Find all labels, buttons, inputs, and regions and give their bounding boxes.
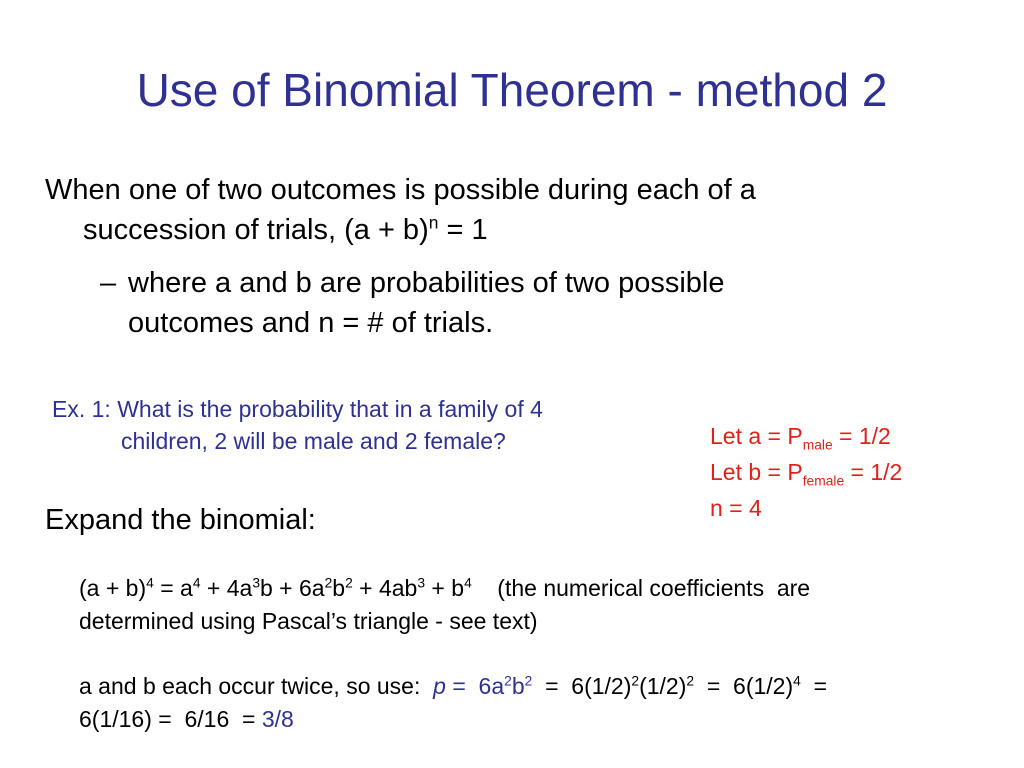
eq-part: b + 6a bbox=[260, 575, 325, 601]
let-b-value: = 1/2 bbox=[844, 459, 903, 485]
eq-part: = a bbox=[153, 575, 193, 601]
let-a bbox=[710, 418, 1010, 454]
eq-exp: 4 bbox=[464, 575, 472, 591]
calc-step: = 6(1/2) bbox=[532, 673, 632, 699]
eq-exp: 2 bbox=[345, 575, 353, 591]
main-bullet-line2-end: = 1 bbox=[438, 214, 488, 246]
eq-note: (the numerical coefficients are bbox=[471, 575, 811, 601]
pascal-note-line: determined using Pascal’s triangle - see text) bbox=[79, 608, 538, 634]
let-a-subscript: male bbox=[802, 437, 833, 453]
example-line2: children, 2 will be male and 2 female? bbox=[121, 428, 506, 454]
calc-step: = bbox=[800, 673, 828, 699]
result-text: 6(1/16) = 6/16 = bbox=[79, 706, 262, 732]
let-a-text: Let a = P bbox=[710, 423, 803, 449]
eq-part: + b bbox=[425, 575, 465, 601]
let-n: n = 4 bbox=[710, 495, 762, 521]
slide-title: Use of Binomial Theorem - method 2 bbox=[136, 64, 888, 116]
example-line1: Ex. 1: What is the probability that in a family of 4 bbox=[52, 396, 543, 422]
eq-exp: 4 bbox=[146, 575, 154, 591]
dash-marker: – bbox=[100, 267, 117, 299]
sub-bullet-line2: outcomes and n = # of trials. bbox=[128, 307, 494, 339]
eq-exp: 2 bbox=[324, 575, 333, 591]
equation-block bbox=[79, 572, 1014, 736]
spacer bbox=[79, 638, 1014, 670]
let-b bbox=[710, 454, 1010, 490]
eq-exp: 4 bbox=[192, 575, 201, 591]
let-b-text: Let b = P bbox=[710, 459, 803, 485]
p-exp: 2 bbox=[524, 673, 533, 689]
p-symbol: p bbox=[433, 673, 446, 699]
probability-result-line bbox=[79, 703, 1014, 736]
calc-exp: 2 bbox=[686, 673, 695, 689]
main-bullet-line2 bbox=[45, 210, 945, 250]
eq-part: (a + b) bbox=[79, 575, 147, 601]
eq-exp: 3 bbox=[417, 575, 426, 591]
calc-exp: 4 bbox=[793, 673, 801, 689]
exponent-n: n bbox=[428, 212, 439, 233]
binomial-expansion-line bbox=[79, 572, 1014, 605]
let-a-value: = 1/2 bbox=[832, 423, 891, 449]
p-exp: 2 bbox=[504, 673, 512, 689]
sub-bullet-line1: where a and b are probabilities of two possible bbox=[128, 267, 725, 299]
p-eq: = 6a bbox=[445, 673, 505, 699]
main-bullet bbox=[45, 170, 945, 250]
calc-exp: 2 bbox=[631, 673, 640, 689]
calc-text: a and b each occur twice, so use: bbox=[79, 673, 434, 699]
p-b: b bbox=[511, 673, 525, 699]
eq-part: + 4ab bbox=[352, 575, 418, 601]
main-bullet-line2-text: succession of trials, (a + b) bbox=[83, 214, 429, 246]
probability-calc-line bbox=[79, 670, 1014, 703]
answer-value: 3/8 bbox=[261, 706, 294, 732]
eq-part: b bbox=[332, 575, 346, 601]
eq-exp: 3 bbox=[252, 575, 260, 591]
example-question bbox=[52, 393, 692, 457]
sub-bullet bbox=[100, 263, 920, 343]
calc-step: = 6(1/2) bbox=[694, 673, 794, 699]
calc-step: (1/2) bbox=[639, 673, 687, 699]
let-b-subscript: female bbox=[802, 473, 845, 489]
expand-heading: Expand the binomial: bbox=[45, 504, 316, 536]
main-bullet-line1: When one of two outcomes is possible during each of a bbox=[45, 174, 756, 206]
p-expression bbox=[446, 673, 532, 699]
given-values bbox=[710, 418, 1010, 526]
eq-part: + 4a bbox=[200, 575, 253, 601]
